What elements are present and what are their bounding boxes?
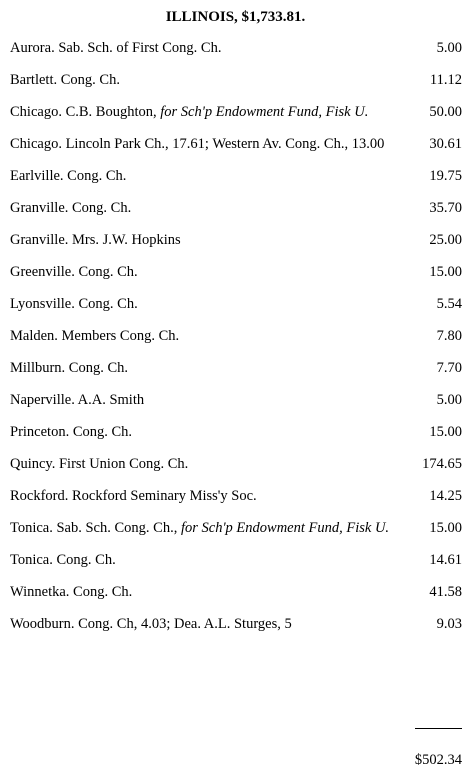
donation-entry xyxy=(10,292,462,316)
donation-entry xyxy=(10,548,462,572)
donor-text: Granville. Cong. Ch. xyxy=(10,200,132,216)
donor-text: Millburn. Cong. Ch. xyxy=(10,360,129,376)
donor-text: Naperville. A.A. Smith xyxy=(10,392,145,408)
donation-amount: 11.12 xyxy=(429,72,462,88)
donor-text: Winnetka. Cong. Ch. xyxy=(10,584,133,600)
donation-entry xyxy=(10,132,462,156)
donor-text: Rockford. Rockford Seminary Miss'y Soc. xyxy=(10,488,257,504)
donor-text: Malden. Members Cong. Ch. xyxy=(10,328,180,344)
donation-entry xyxy=(10,452,462,476)
donor-purpose: for Sch'p Endowment Fund, Fisk U. xyxy=(160,104,369,120)
donation-description xyxy=(10,356,390,380)
donation-description xyxy=(10,228,390,252)
donation-entry xyxy=(10,580,462,604)
donation-amount: 15.00 xyxy=(429,264,462,280)
donation-description xyxy=(10,452,390,476)
donation-amount: 35.70 xyxy=(429,200,462,216)
donation-entry xyxy=(10,356,462,380)
donation-amount: 14.25 xyxy=(429,488,462,504)
donor-text: Chicago. C.B. Boughton, xyxy=(10,104,161,120)
donation-description xyxy=(10,580,390,604)
donation-amount: 5.00 xyxy=(436,40,462,56)
donor-text: Chicago. Lincoln Park Ch., 17.61; Western Av. Cong. Ch., 13.00 xyxy=(10,136,385,152)
donation-description xyxy=(10,292,390,316)
donation-amount: 5.54 xyxy=(436,296,462,312)
donation-entry xyxy=(10,36,462,60)
donation-entry xyxy=(10,388,462,412)
donation-entry xyxy=(10,484,462,508)
donor-text: Tonica. Cong. Ch. xyxy=(10,552,116,568)
donor-text: Tonica. Sab. Sch. Cong. Ch., xyxy=(10,520,181,536)
donation-description xyxy=(10,388,390,412)
donation-amount: 5.00 xyxy=(436,392,462,408)
section-heading: ILLINOIS, $1,733.81. xyxy=(165,9,306,25)
donor-text: Granville. Mrs. J.W. Hopkins xyxy=(10,232,181,248)
donation-description xyxy=(10,68,390,92)
donation-amount: 15.00 xyxy=(429,424,462,440)
donation-amount: 174.65 xyxy=(422,456,462,472)
donation-description xyxy=(10,420,390,444)
donation-description xyxy=(10,100,390,124)
donation-entry xyxy=(10,68,462,92)
donation-description xyxy=(10,548,390,572)
donation-list xyxy=(10,36,462,644)
donation-description xyxy=(10,196,390,220)
donation-description xyxy=(10,132,390,156)
donation-amount: 15.00 xyxy=(429,520,462,536)
donation-entry xyxy=(10,100,462,124)
donation-entry xyxy=(10,260,462,284)
donor-purpose: for Sch'p Endowment Fund, Fisk U. xyxy=(180,520,390,536)
donation-description xyxy=(10,260,390,284)
donor-text: Earlville. Cong. Ch. xyxy=(10,168,127,184)
donation-amount: 9.03 xyxy=(436,616,462,632)
donation-description xyxy=(10,484,390,508)
donation-entry xyxy=(10,228,462,252)
donor-text: Aurora. Sab. Sch. of First Cong. Ch. xyxy=(10,40,222,56)
donation-amount: 19.75 xyxy=(429,168,462,184)
donation-amount: 7.80 xyxy=(436,328,462,344)
donation-description xyxy=(10,164,390,188)
donation-entry xyxy=(10,164,462,188)
donor-text: Quincy. First Union Cong. Ch. xyxy=(10,456,189,472)
donation-entry xyxy=(10,196,462,220)
donor-text: Woodburn. Cong. Ch, 4.03; Dea. A.L. Sturges, 5 xyxy=(10,616,292,632)
donation-entry xyxy=(10,612,462,636)
donation-amount: 7.70 xyxy=(436,360,462,376)
donation-amount: 50.00 xyxy=(429,104,462,120)
donation-amount: 14.61 xyxy=(429,552,462,568)
donation-amount: 41.58 xyxy=(429,584,462,600)
donation-description xyxy=(10,612,390,636)
donation-entry xyxy=(10,420,462,444)
donor-text: Lyonsville. Cong. Ch. xyxy=(10,296,138,312)
donation-amount: 25.00 xyxy=(429,232,462,248)
donation-entry xyxy=(10,324,462,348)
donation-description xyxy=(10,324,390,348)
donor-text: Greenville. Cong. Ch. xyxy=(10,264,138,280)
donor-text: Bartlett. Cong. Ch. xyxy=(10,72,120,88)
donation-entry xyxy=(10,516,462,540)
donation-description xyxy=(10,516,390,540)
donation-amount: 30.61 xyxy=(429,136,462,152)
total-amount: $502.34 xyxy=(414,752,462,768)
total-rule xyxy=(415,728,462,729)
donation-description xyxy=(10,36,390,60)
donor-text: Princeton. Cong. Ch. xyxy=(10,424,133,440)
